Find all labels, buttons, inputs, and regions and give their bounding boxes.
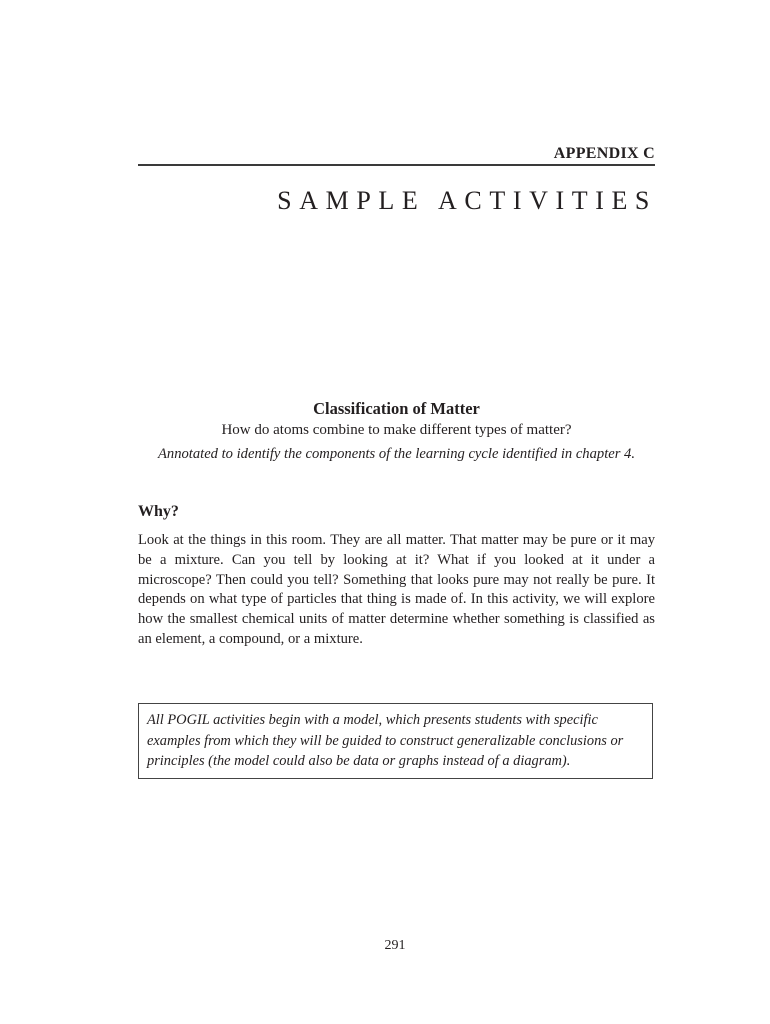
model-callout-box: All POGIL activities begin with a model, which presents students with specific examples from which they will be guided to construct generalizable conclusions or principles (the model could also be data or graphs instead of a diagram). bbox=[138, 703, 653, 779]
activity-title: Classification of Matter bbox=[313, 399, 480, 418]
why-paragraph: Look at the things in this room. They are all matter. That matter may be pure or it may be a mixture. Can you tell by looking at it? What if you looked at it under a microscope? Then could you tell? Something that looks pure may not really be pure. It depends on what type of particles that thing is made of. In this activity, we will explore how the smallest chemical units of matter determine whether something is classified as an element, a compound, or a mixture. bbox=[138, 532, 655, 647]
header-rule bbox=[138, 164, 655, 166]
page-number: 291 bbox=[384, 938, 406, 953]
chapter-title: SAMPLE ACTIVITIES bbox=[277, 186, 657, 215]
activity-subtitle: How do atoms combine to make different types of matter? bbox=[221, 422, 572, 438]
annotation-note: Annotated to identify the components of the learning cycle identified in chapter 4. bbox=[157, 446, 636, 462]
activity-header bbox=[138, 399, 655, 465]
why-heading: Why? bbox=[138, 503, 179, 520]
appendix-label: APPENDIX C bbox=[553, 145, 655, 162]
